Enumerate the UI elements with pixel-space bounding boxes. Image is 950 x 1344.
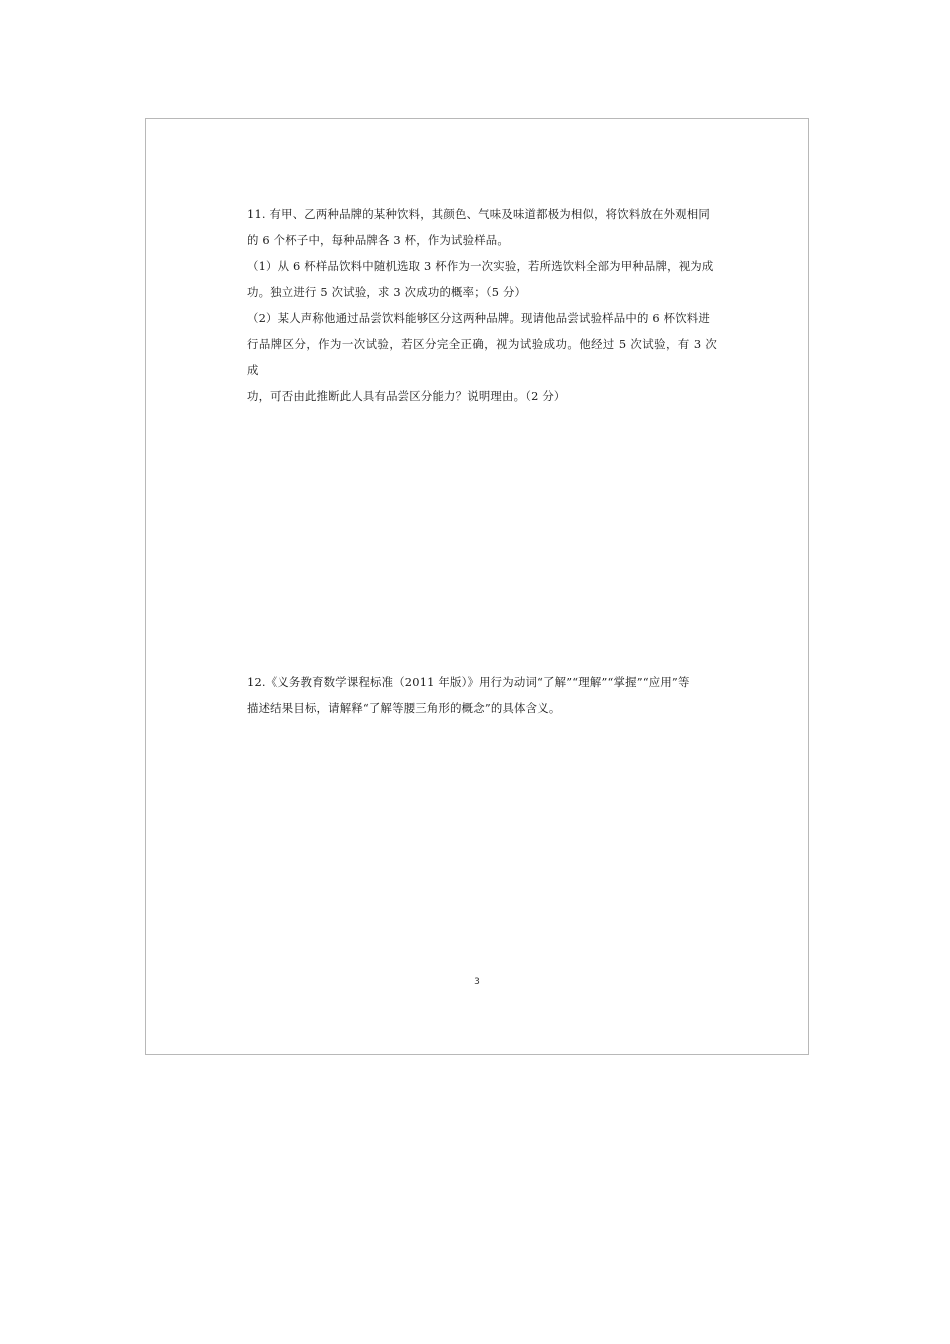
page-number: 3 (474, 977, 480, 987)
document-page (145, 118, 809, 1055)
question-11-stem-line-1: 11. 有甲、乙两种品牌的某种饮料，其颜色、气味及味道都极为相似，将饮料放在外观相同 (247, 207, 710, 221)
question-11-part-1-line-1: （1）从 6 杯样品饮料中随机选取 3 杯作为一次实验，若所选饮料全部为甲种品牌，视为成 (247, 259, 714, 273)
question-11-part-2-line-3: 功，可否由此推断此人具有品尝区分能力？说明理由。（2 分） (247, 389, 566, 403)
question-11-part-2-line-2: 行品牌区分，作为一次试验，若区分完全正确，视为试验成功。他经过 5 次试验，有 3 次成 (247, 337, 717, 377)
question-11-part-2-line-1: （2）某人声称他通过品尝饮料能够区分这两种品牌。现请他品尝试验样品中的 6 杯饮料进 (247, 311, 710, 325)
question-11-stem-line-2: 的 6 个杯子中，每种品牌各 3 杯，作为试验样品。 (247, 233, 509, 247)
question-11 (247, 201, 717, 409)
question-11-part-1-line-2: 功。独立进行 5 次试验，求 3 次成功的概率；（5 分） (247, 285, 527, 299)
question-12-line-1: 12.《义务教育数学课程标准（2011 年版）》用行为动词“了解”“理解”“掌握”“应用”等 (247, 675, 690, 689)
question-12-line-2: 描述结果目标，请解释“了解等腰三角形的概念”的具体含义。 (247, 701, 561, 715)
question-12 (247, 669, 717, 721)
